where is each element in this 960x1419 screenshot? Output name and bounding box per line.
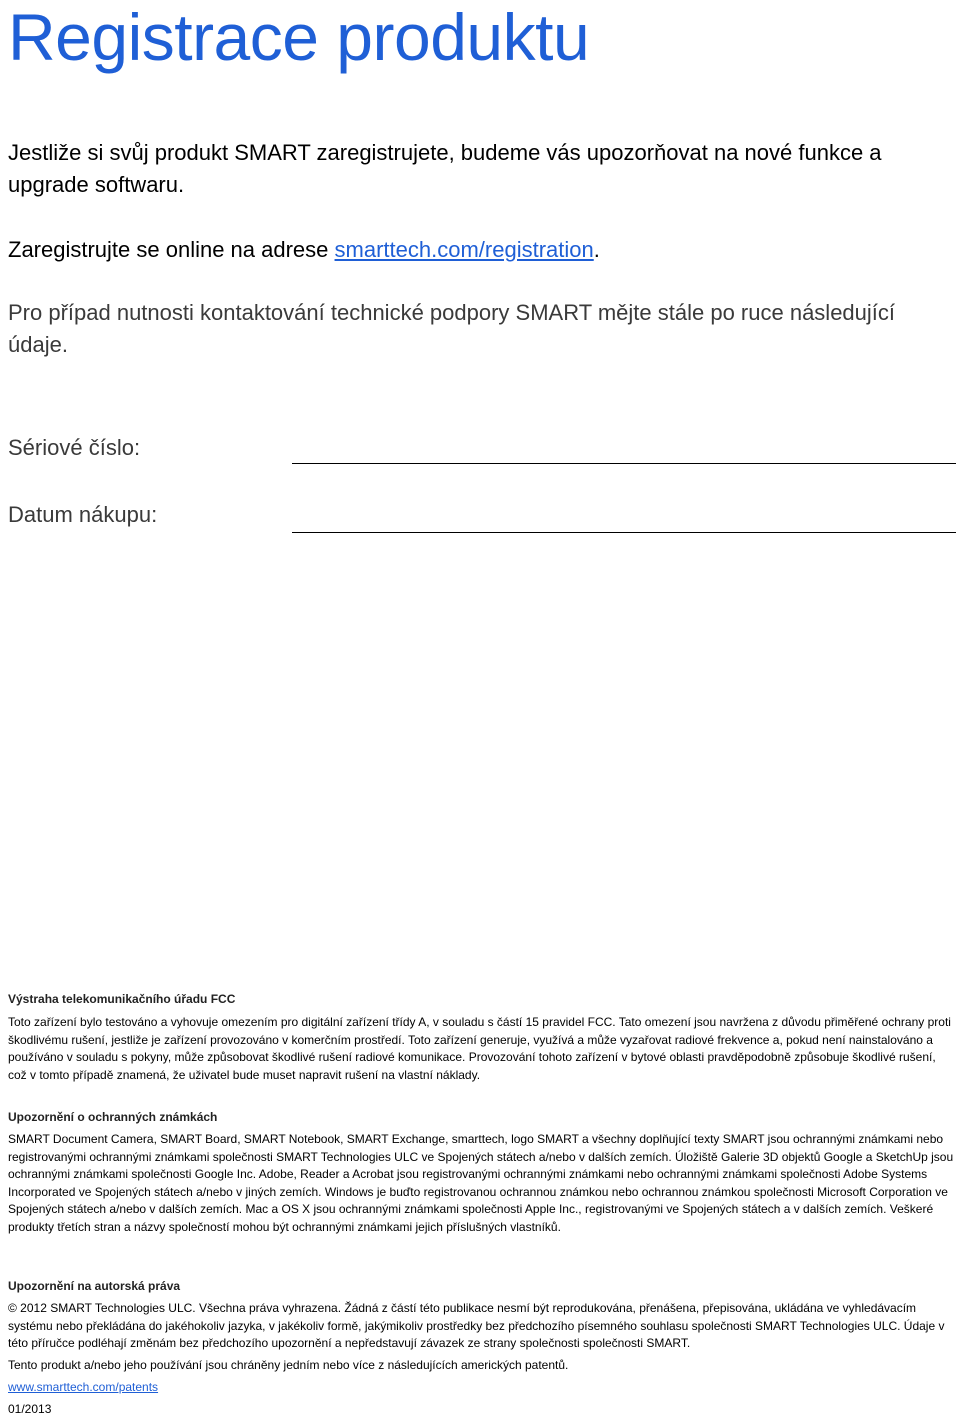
page-title: Registrace produktu bbox=[8, 0, 590, 74]
fcc-text: Toto zařízení bylo testováno a vyhovuje omezením pro digitální zařízení třídy A, v souladu s částí 15 pravidel FCC. Tato omezení jsou navržena z důvodu přiměřené ochrany proti škodlivému rušení, jestliže je zařízení provozováno v komerčním prostředí. Toto zařízení generuje, využívá a může vyzařovat radiové frekvence a, pokud není nainstalováno a používáno v souladu s pokyny, může způsobovat škodlivé rušení radiové komunikace. Provozování tohoto zařízení v bytové oblasti pravděpodobně způsobuje škodlivé rušení, což v tomto případě znamená, že uživatel bude muset napravit rušení na vlastní náklady. bbox=[8, 1015, 951, 1082]
serial-number-label: Sériové číslo: bbox=[8, 435, 141, 460]
serial-number-line bbox=[292, 463, 956, 464]
document-date: 01/2013 bbox=[8, 1402, 52, 1416]
patents-link[interactable]: www.smarttech.com/patents bbox=[8, 1380, 159, 1394]
registration-link[interactable]: smarttech.com/registration bbox=[334, 237, 594, 262]
patents-line bbox=[8, 1379, 956, 1397]
purchase-date-label: Datum nákupu: bbox=[8, 502, 158, 527]
patents-text: Tento produkt a/nebo jeho používání jsou chráněny jedním nebo více z následujících amerických patentů. bbox=[8, 1358, 569, 1372]
register-text: Zaregistrujte se online na adrese bbox=[8, 237, 335, 262]
purchase-date-line bbox=[292, 532, 956, 533]
copyright-text: © 2012 SMART Technologies ULC. Všechna práva vyhrazena. Žádná z částí této publikace nesmí být reprodukována, přenášena, přepisována, ukládána ve vyhledávacím systému nebo překládána do jakéhokoliv jazyka, v jakékoliv formě, jakýmikoliv prostředky bez předchozího písemného souhlasu společnosti SMART Technologies ULC. Údaje v této příručce podléhají změnám bez předchozího upozornění a nepředstavují závazek ze strany společnosti společnosti SMART. bbox=[8, 1301, 945, 1350]
copyright-heading: Upozornění na autorská práva bbox=[8, 1279, 181, 1293]
fcc-heading: Výstraha telekomunikačního úřadu FCC bbox=[8, 992, 236, 1006]
trademark-text: SMART Document Camera, SMART Board, SMART Notebook, SMART Exchange, smarttech, logo SMART a všechny doplňující texty SMART jsou ochrannými známkami nebo registrovanými ochrannými známkami společnosti SMART Technologies ULC ve Spojených státech a/nebo v dalších zemích. Úložiště Galerie 3D objektů Google a SketchUp jsou ochrannými známkami společnosti Google Inc. Adobe, Reader a Acrobat jsou registrovanými ochrannými známkami nebo ochrannými známkami společnosti Adobe Systems Incorporated ve Spojených státech a/nebo v jiných zemích. Windows je buďto registrovanou ochrannou známkou nebo ochrannou známkou společnosti Microsoft Corporation ve Spojených státech a/nebo v dalších zemích. Mac a OS X jsou ochrannými známkami společnosti Apple Inc., registrovanými ve Spojených státech a v dalších zemích. Veškeré produkty třetích stran a názvy společností mohou být ochrannými známkami jejich příslušných vlastníků. bbox=[8, 1132, 954, 1234]
intro-paragraph-register bbox=[8, 234, 948, 266]
intro-paragraph-benefits: Jestliže si svůj produkt SMART zaregistrujete, budeme vás upozorňovat na nové funkce a upgrade softwaru. bbox=[8, 140, 882, 197]
intro-paragraph-support: Pro případ nutnosti kontaktování technické podpory SMART mějte stále po ruce následující údaje. bbox=[8, 300, 896, 357]
trademark-heading: Upozornění o ochranných známkách bbox=[8, 1110, 218, 1124]
register-suffix: . bbox=[593, 237, 600, 262]
